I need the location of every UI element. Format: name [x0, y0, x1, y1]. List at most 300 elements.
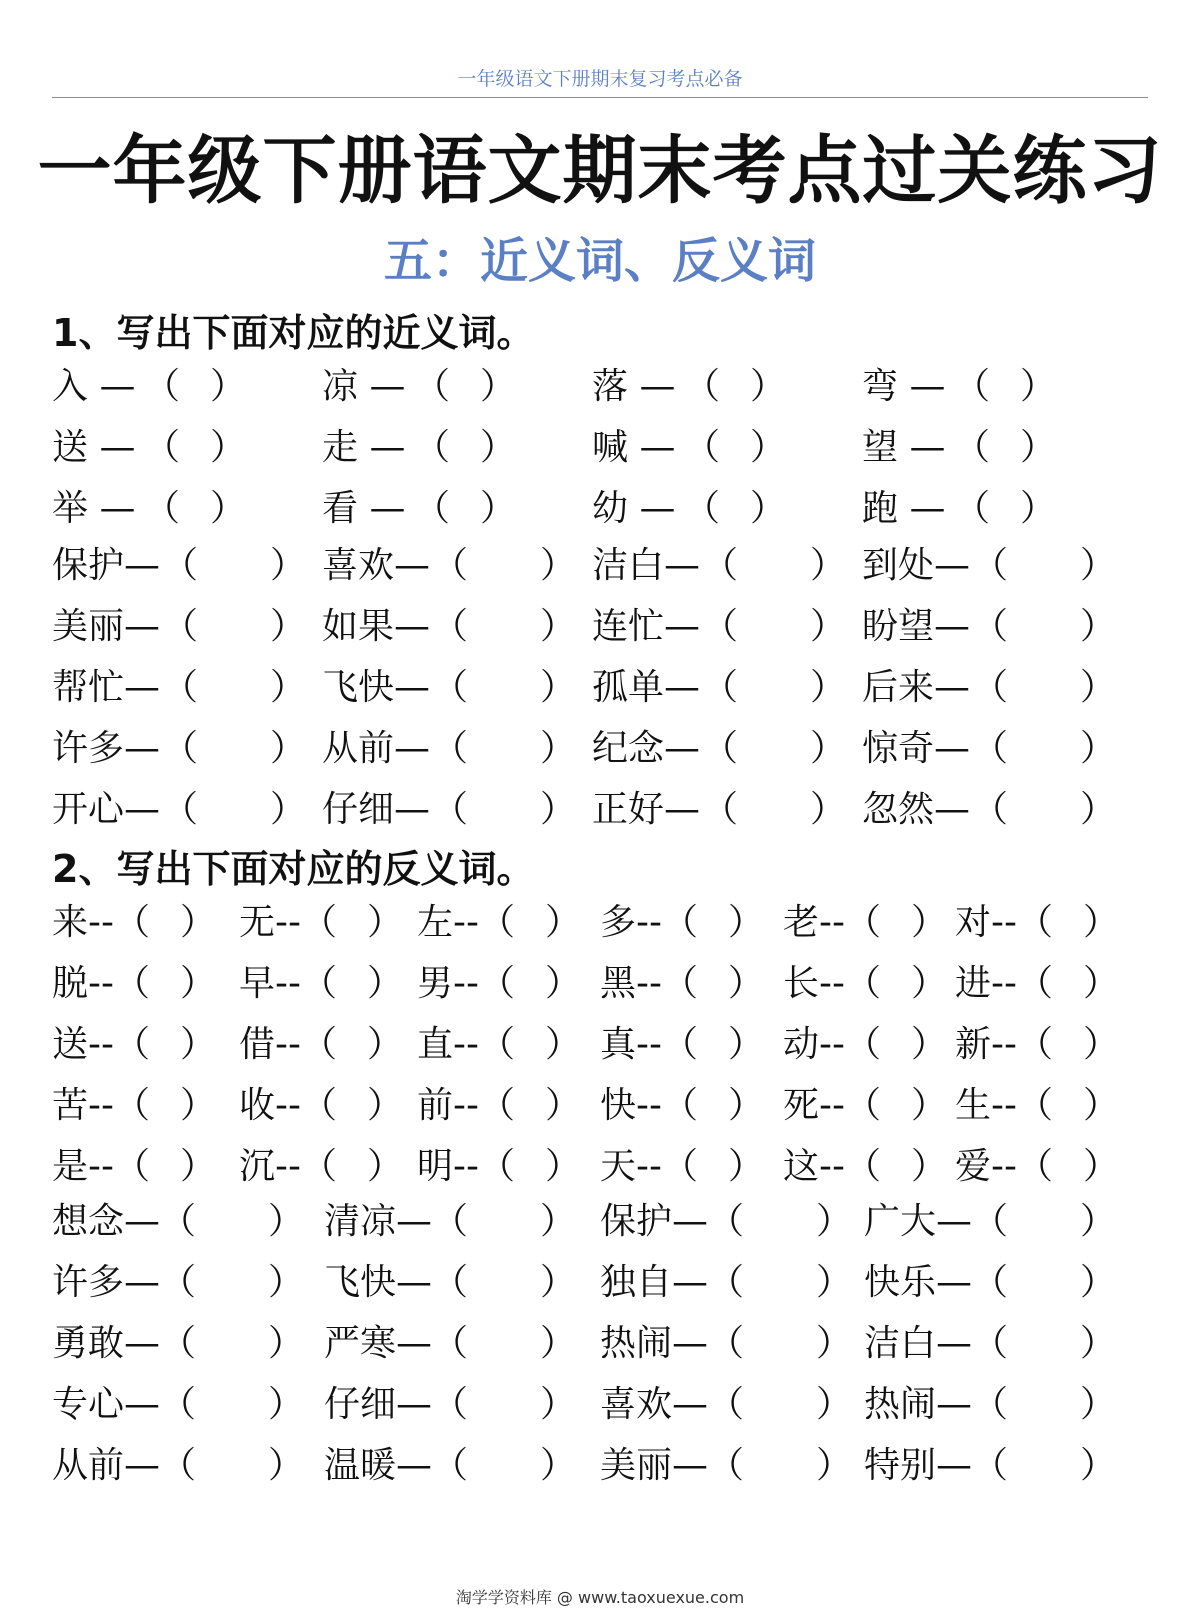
answer-open-paren: （: [162, 789, 199, 830]
answer-open-paren: （: [160, 1323, 197, 1364]
exercise-item: [592, 478, 787, 539]
answer-open-paren: （: [972, 1323, 1009, 1364]
dash-separator: —: [936, 1384, 973, 1425]
dash-separator: —: [898, 427, 946, 468]
dash-separator: —: [124, 606, 161, 647]
exercise-item: [955, 1075, 1120, 1136]
prompt-word: 保护: [52, 545, 125, 586]
prompt-word: 喜欢: [600, 1384, 673, 1425]
answer-open-paren: （: [708, 1323, 745, 1364]
exercise-item: [52, 1136, 217, 1197]
page-header: 一年级语文下册期末复习考点必备: [457, 68, 743, 90]
answer-close-paren: ）: [270, 606, 307, 647]
dash-separator: —: [664, 545, 701, 586]
answer-open-paren: （: [414, 427, 451, 468]
answer-close-paren: ）: [728, 963, 765, 1004]
dash-separator: --: [88, 1146, 114, 1187]
dash-separator: —: [394, 728, 431, 769]
exercise-item: [600, 1374, 853, 1435]
dash-separator: —: [936, 1445, 973, 1486]
answer-close-paren: ）: [545, 1024, 582, 1065]
exercise-item: [324, 1191, 577, 1252]
exercise-item: [783, 1014, 948, 1075]
dash-separator: —: [934, 667, 971, 708]
answer-open-paren: （: [972, 1262, 1009, 1303]
prompt-word: 进: [955, 963, 992, 1004]
prompt-word: 飞快: [324, 1262, 397, 1303]
prompt-word: 飞快: [322, 667, 395, 708]
dash-separator: —: [936, 1262, 973, 1303]
dash-separator: —: [672, 1323, 709, 1364]
dash-separator: —: [628, 366, 676, 407]
exercise-item: [600, 1136, 765, 1197]
answer-close-paren: ）: [180, 1085, 217, 1126]
prompt-word: 动: [783, 1024, 820, 1065]
answer-close-paren: ）: [816, 1323, 853, 1364]
answer-open-paren: （: [432, 667, 469, 708]
dash-separator: —: [396, 1262, 433, 1303]
answer-close-paren: ）: [268, 1201, 305, 1242]
exercise-item: [417, 953, 582, 1014]
answer-close-paren: ）: [1080, 545, 1117, 586]
exercise-item: [600, 953, 765, 1014]
prompt-word: 惊奇: [862, 728, 935, 769]
exercise-item: [600, 1014, 765, 1075]
exercise-item: [783, 1075, 948, 1136]
answer-open-paren: （: [972, 606, 1009, 647]
answer-open-paren: （: [845, 1085, 882, 1126]
exercise-row: [52, 1313, 1152, 1374]
dash-separator: —: [394, 606, 431, 647]
answer-close-paren: ）: [367, 1146, 404, 1187]
prompt-word: 独自: [600, 1262, 673, 1303]
prompt-word: 许多: [52, 728, 125, 769]
exercise-item: [862, 718, 1117, 779]
dash-separator: —: [124, 1323, 161, 1364]
exercise-item: [322, 417, 517, 478]
answer-close-paren: ）: [911, 1146, 948, 1187]
exercise-item: [52, 953, 217, 1014]
exercise-row: [52, 1252, 1152, 1313]
dash-separator: --: [636, 902, 662, 943]
prompt-word: 真: [600, 1024, 637, 1065]
exercise-item: [864, 1252, 1117, 1313]
answer-open-paren: （: [662, 1085, 699, 1126]
dash-separator: —: [672, 1201, 709, 1242]
answer-open-paren: （: [972, 1445, 1009, 1486]
exercise-row: [52, 1374, 1152, 1435]
exercise-item: [592, 718, 847, 779]
exercise-item: [955, 1014, 1120, 1075]
exercise-item: [864, 1435, 1117, 1496]
answer-open-paren: （: [972, 545, 1009, 586]
answer-open-paren: （: [301, 902, 338, 943]
dash-separator: --: [636, 1146, 662, 1187]
answer-close-paren: ）: [1083, 963, 1120, 1004]
dash-separator: —: [664, 789, 701, 830]
prompt-word: 洁白: [864, 1323, 937, 1364]
dash-separator: —: [124, 1384, 161, 1425]
exercise-item: [864, 1374, 1117, 1435]
prompt-word: 送: [52, 1024, 89, 1065]
exercise-row: [52, 657, 1152, 718]
exercise-row: [52, 718, 1152, 779]
dash-separator: --: [819, 1024, 845, 1065]
prompt-word: 天: [600, 1146, 637, 1187]
exercise-row: [52, 417, 1152, 478]
answer-open-paren: （: [114, 1085, 151, 1126]
exercise-item: [52, 1313, 305, 1374]
exercise-row: [52, 953, 1152, 1014]
answer-close-paren: ）: [480, 366, 517, 407]
answer-close-paren: ）: [540, 1384, 577, 1425]
dash-separator: --: [88, 963, 114, 1004]
exercise-item: [239, 892, 404, 953]
prompt-word: 专心: [52, 1384, 125, 1425]
answer-open-paren: （: [845, 1146, 882, 1187]
answer-open-paren: （: [972, 789, 1009, 830]
answer-close-paren: ）: [180, 963, 217, 1004]
answer-open-paren: （: [972, 667, 1009, 708]
exercise-row: [52, 1075, 1152, 1136]
answer-close-paren: ）: [1083, 902, 1120, 943]
answer-open-paren: （: [702, 606, 739, 647]
prompt-word: 连忙: [592, 606, 665, 647]
answer-close-paren: ）: [810, 667, 847, 708]
prompt-word: 收: [239, 1085, 276, 1126]
answer-close-paren: ）: [540, 789, 577, 830]
answer-close-paren: ）: [728, 1146, 765, 1187]
answer-open-paren: （: [479, 902, 516, 943]
answer-open-paren: （: [301, 1146, 338, 1187]
dash-separator: —: [394, 789, 431, 830]
exercise-row: [52, 892, 1152, 953]
exercise-item: [239, 1075, 404, 1136]
dash-separator: —: [396, 1384, 433, 1425]
synonym-double-grid: [52, 535, 1152, 840]
answer-close-paren: ）: [540, 1201, 577, 1242]
prompt-word: 左: [417, 902, 454, 943]
exercise-item: [322, 718, 577, 779]
exercise-item: [600, 1435, 853, 1496]
prompt-word: 从前: [322, 728, 395, 769]
exercise-item: [322, 535, 577, 596]
answer-open-paren: （: [1017, 902, 1054, 943]
answer-open-paren: （: [144, 366, 181, 407]
prompt-word: 盼望: [862, 606, 935, 647]
exercise-item: [52, 1075, 217, 1136]
answer-close-paren: ）: [180, 1024, 217, 1065]
exercise-row: [52, 356, 1152, 417]
exercise-item: [322, 596, 577, 657]
exercise-item: [592, 535, 847, 596]
prompt-word: 忽然: [862, 789, 935, 830]
answer-close-paren: ）: [540, 1445, 577, 1486]
dash-separator: --: [991, 1024, 1017, 1065]
answer-close-paren: ）: [545, 963, 582, 1004]
prompt-word: 温暖: [324, 1445, 397, 1486]
exercise-item: [417, 1014, 582, 1075]
prompt-word: 爱: [955, 1146, 992, 1187]
dash-separator: —: [124, 1445, 161, 1486]
answer-close-paren: ）: [367, 902, 404, 943]
answer-open-paren: （: [702, 789, 739, 830]
dash-separator: --: [453, 902, 479, 943]
answer-open-paren: （: [954, 366, 991, 407]
answer-open-paren: （: [162, 545, 199, 586]
prompt-word: 开心: [52, 789, 125, 830]
page-title: 一年级下册语文期末考点过关练习: [37, 128, 1163, 214]
prompt-word: 老: [783, 902, 820, 943]
prompt-word: 正好: [592, 789, 665, 830]
dash-separator: —: [396, 1323, 433, 1364]
exercise-item: [52, 1374, 305, 1435]
dash-separator: --: [991, 1146, 1017, 1187]
dash-separator: --: [453, 1024, 479, 1065]
answer-close-paren: ）: [911, 902, 948, 943]
prompt-word: 快乐: [864, 1262, 937, 1303]
answer-open-paren: （: [144, 427, 181, 468]
answer-open-paren: （: [479, 1024, 516, 1065]
answer-open-paren: （: [954, 488, 991, 529]
answer-open-paren: （: [684, 427, 721, 468]
answer-open-paren: （: [702, 545, 739, 586]
prompt-word: 黑: [600, 963, 637, 1004]
exercise-item: [324, 1313, 577, 1374]
dash-separator: —: [124, 1262, 161, 1303]
answer-open-paren: （: [972, 1384, 1009, 1425]
exercise-item: [592, 779, 847, 840]
exercise-item: [862, 417, 1057, 478]
exercise-item: [600, 1191, 853, 1252]
dash-separator: —: [934, 545, 971, 586]
dash-separator: —: [124, 728, 161, 769]
dash-separator: --: [275, 1146, 301, 1187]
exercise-row: [52, 1435, 1152, 1496]
dash-separator: —: [628, 488, 676, 529]
answer-close-paren: ）: [1080, 1201, 1117, 1242]
answer-close-paren: ）: [810, 728, 847, 769]
answer-close-paren: ）: [1020, 366, 1057, 407]
exercise-item: [52, 1435, 305, 1496]
exercise-item: [955, 953, 1120, 1014]
exercise-item: [600, 1075, 765, 1136]
answer-open-paren: （: [708, 1262, 745, 1303]
antonym-question-heading: 2、写出下面对应的反义词。: [52, 847, 535, 891]
exercise-item: [52, 718, 307, 779]
prompt-word: 早: [239, 963, 276, 1004]
dash-separator: --: [275, 963, 301, 1004]
answer-open-paren: （: [160, 1201, 197, 1242]
exercise-item: [417, 1136, 582, 1197]
answer-open-paren: （: [432, 789, 469, 830]
answer-close-paren: ）: [816, 1384, 853, 1425]
answer-open-paren: （: [708, 1201, 745, 1242]
exercise-row: [52, 779, 1152, 840]
dash-separator: --: [991, 1085, 1017, 1126]
prompt-word: 热闹: [600, 1323, 673, 1364]
dash-separator: --: [88, 902, 114, 943]
exercise-item: [592, 356, 787, 417]
exercise-item: [600, 892, 765, 953]
prompt-word: 死: [783, 1085, 820, 1126]
dash-separator: --: [819, 1146, 845, 1187]
dash-separator: --: [991, 963, 1017, 1004]
answer-open-paren: （: [1017, 963, 1054, 1004]
prompt-word: 美丽: [52, 606, 125, 647]
answer-close-paren: ）: [268, 1262, 305, 1303]
section-subtitle: 五：近义词、反义词: [383, 233, 816, 289]
dash-separator: —: [664, 606, 701, 647]
answer-close-paren: ）: [816, 1262, 853, 1303]
exercise-item: [322, 356, 517, 417]
answer-close-paren: ）: [367, 1085, 404, 1126]
answer-open-paren: （: [114, 1146, 151, 1187]
answer-close-paren: ）: [540, 606, 577, 647]
antonym-double-grid: [52, 1191, 1152, 1496]
answer-open-paren: （: [414, 366, 451, 407]
prompt-word: 严寒: [324, 1323, 397, 1364]
prompt-word: 弯: [862, 366, 899, 407]
answer-open-paren: （: [162, 728, 199, 769]
answer-open-paren: （: [301, 963, 338, 1004]
exercise-item: [862, 535, 1117, 596]
exercise-item: [864, 1191, 1117, 1252]
answer-open-paren: （: [414, 488, 451, 529]
dash-separator: —: [88, 427, 136, 468]
answer-close-paren: ）: [210, 427, 247, 468]
dash-separator: --: [819, 1085, 845, 1126]
prompt-word: 无: [239, 902, 276, 943]
exercise-item: [862, 657, 1117, 718]
exercise-row: [52, 1136, 1152, 1197]
prompt-word: 跑: [862, 488, 899, 529]
answer-close-paren: ）: [911, 963, 948, 1004]
answer-open-paren: （: [301, 1024, 338, 1065]
prompt-word: 送: [52, 427, 89, 468]
prompt-word: 幼: [592, 488, 629, 529]
prompt-word: 想念: [52, 1201, 125, 1242]
exercise-item: [52, 478, 247, 539]
prompt-word: 到处: [862, 545, 935, 586]
exercise-item: [783, 953, 948, 1014]
answer-close-paren: ）: [1083, 1146, 1120, 1187]
dash-separator: --: [819, 902, 845, 943]
header-divider: [52, 97, 1148, 98]
dash-separator: —: [358, 488, 406, 529]
prompt-word: 纪念: [592, 728, 665, 769]
answer-close-paren: ）: [270, 545, 307, 586]
answer-open-paren: （: [160, 1262, 197, 1303]
answer-close-paren: ）: [540, 1323, 577, 1364]
exercise-item: [52, 417, 247, 478]
answer-close-paren: ）: [810, 606, 847, 647]
exercise-item: [862, 478, 1057, 539]
exercise-item: [783, 1136, 948, 1197]
prompt-word: 帮忙: [52, 667, 125, 708]
prompt-word: 生: [955, 1085, 992, 1126]
exercise-row: [52, 478, 1152, 539]
answer-open-paren: （: [702, 667, 739, 708]
answer-open-paren: （: [432, 728, 469, 769]
prompt-word: 看: [322, 488, 359, 529]
answer-open-paren: （: [845, 1024, 882, 1065]
exercise-item: [322, 478, 517, 539]
dash-separator: —: [934, 606, 971, 647]
dash-separator: —: [934, 789, 971, 830]
prompt-word: 脱: [52, 963, 89, 1004]
exercise-item: [52, 1191, 305, 1252]
answer-close-paren: ）: [1080, 1384, 1117, 1425]
antonym-single-grid: [52, 892, 1152, 1197]
exercise-item: [862, 356, 1057, 417]
dash-separator: —: [124, 667, 161, 708]
prompt-word: 保护: [600, 1201, 673, 1242]
exercise-row: [52, 1191, 1152, 1252]
answer-close-paren: ）: [810, 545, 847, 586]
prompt-word: 美丽: [600, 1445, 673, 1486]
dash-separator: --: [453, 963, 479, 1004]
exercise-item: [52, 657, 307, 718]
dash-separator: --: [453, 1085, 479, 1126]
dash-separator: —: [672, 1384, 709, 1425]
dash-separator: —: [936, 1323, 973, 1364]
answer-close-paren: ）: [816, 1445, 853, 1486]
prompt-word: 新: [955, 1024, 992, 1065]
answer-close-paren: ）: [540, 667, 577, 708]
prompt-word: 对: [955, 902, 992, 943]
answer-open-paren: （: [684, 366, 721, 407]
exercise-item: [52, 535, 307, 596]
dash-separator: --: [275, 1024, 301, 1065]
exercise-item: [592, 417, 787, 478]
answer-open-paren: （: [1017, 1024, 1054, 1065]
dash-separator: —: [124, 1201, 161, 1242]
answer-open-paren: （: [479, 1085, 516, 1126]
dash-separator: —: [672, 1445, 709, 1486]
answer-close-paren: ）: [268, 1445, 305, 1486]
prompt-word: 长: [783, 963, 820, 1004]
answer-open-paren: （: [845, 963, 882, 1004]
dash-separator: —: [124, 545, 161, 586]
prompt-word: 来: [52, 902, 89, 943]
answer-close-paren: ）: [1080, 1262, 1117, 1303]
prompt-word: 是: [52, 1146, 89, 1187]
answer-open-paren: （: [708, 1384, 745, 1425]
prompt-word: 走: [322, 427, 359, 468]
prompt-word: 喊: [592, 427, 629, 468]
dash-separator: —: [628, 427, 676, 468]
exercise-item: [600, 1313, 853, 1374]
dash-separator: —: [672, 1262, 709, 1303]
prompt-word: 许多: [52, 1262, 125, 1303]
prompt-word: 喜欢: [322, 545, 395, 586]
prompt-word: 孤单: [592, 667, 665, 708]
prompt-word: 直: [417, 1024, 454, 1065]
answer-close-paren: ）: [810, 789, 847, 830]
answer-close-paren: ）: [270, 667, 307, 708]
prompt-word: 沉: [239, 1146, 276, 1187]
exercise-item: [783, 892, 948, 953]
answer-open-paren: （: [972, 1201, 1009, 1242]
answer-open-paren: （: [432, 606, 469, 647]
answer-close-paren: ）: [270, 728, 307, 769]
dash-separator: —: [358, 366, 406, 407]
dash-separator: —: [88, 366, 136, 407]
answer-close-paren: ）: [480, 488, 517, 529]
answer-open-paren: （: [662, 1146, 699, 1187]
answer-open-paren: （: [954, 427, 991, 468]
